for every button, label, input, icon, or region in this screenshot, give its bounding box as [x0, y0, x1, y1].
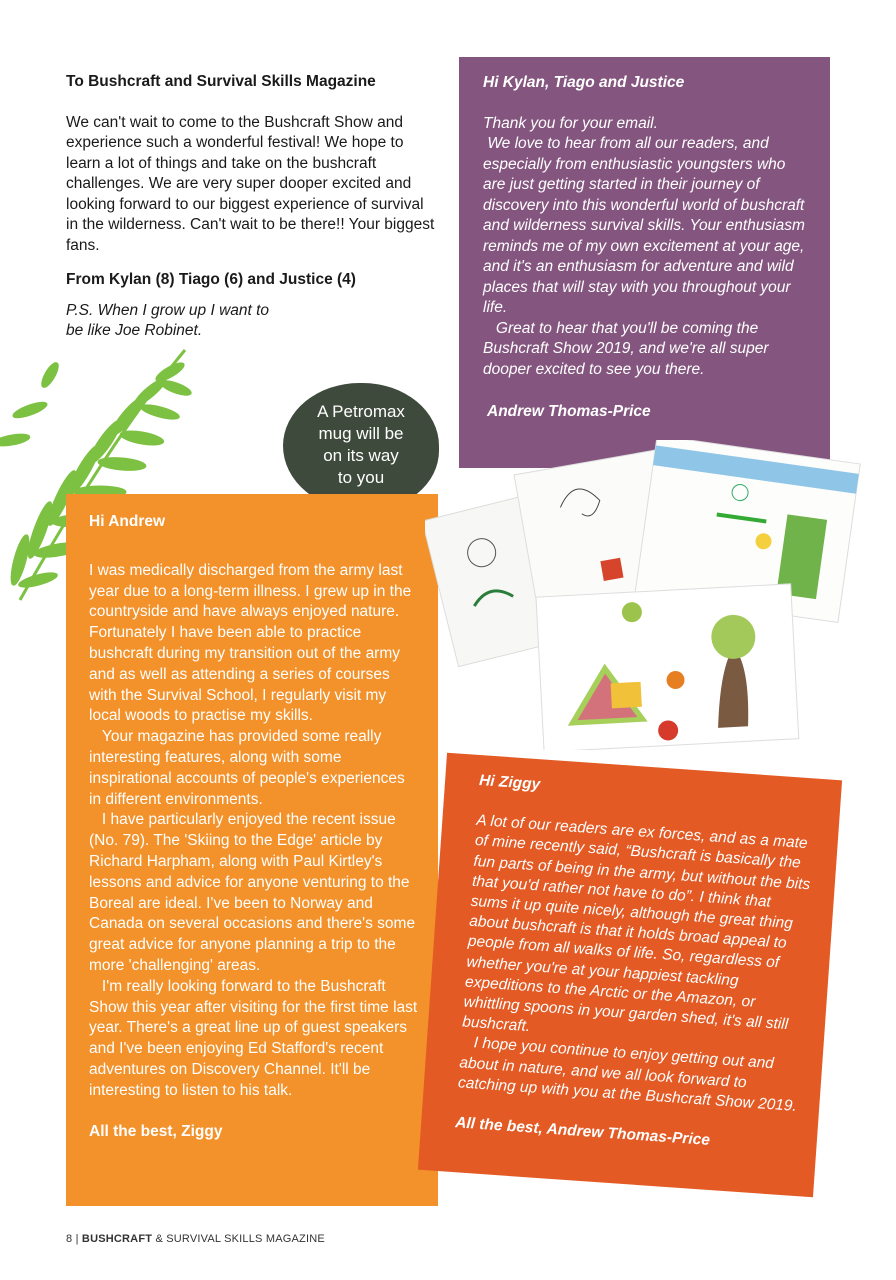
reply-paragraph: I hope you continue to enjoy getting out and about in nature, and we all look forward to catching up with you at the Bushcraft Show 2019.	[457, 1034, 798, 1115]
reply-paragraph: Great to hear that you'll be coming the Bushcraft Show 2019, and we're all super dooper excited to see you there.	[483, 319, 769, 378]
childrens-drawings-photo	[425, 440, 865, 750]
page-footer	[66, 1233, 325, 1245]
badge-line: A Petromax	[317, 402, 405, 421]
editor-reply-ziggy	[418, 753, 842, 1198]
reader-letter-kids	[66, 72, 438, 342]
footer-separator: |	[75, 1233, 79, 1245]
reply-paragraph: A lot of our readers are ex forces, and as a mate of mine recently said, “Bushcraft is basically the fun parts of being in the army, but without the bits that you'd rather not have to do”. I think that sums it up quite nicely, although the great thing about bushcraft is that it holds broad appeal to people from all walks of life. So, regardless of whether you're at your happiest tackling expeditions to the Arctic or the Amazon, or whittling spoons in your garden shed, it's all still bushcraft.	[461, 812, 811, 1036]
letter-postscript: P.S. When I grow up I want to be like Joe Robinet.	[66, 301, 270, 339]
badge-line: to you	[337, 468, 385, 487]
page-number: 8	[66, 1233, 73, 1245]
letter-paragraph: I have particularly enjoyed the recent issue (No. 79). The 'Skiing to the Edge' article by Richard Harpham, along with Paul Kirtley's lessons and advice for anyone venturing to the Boreal are ideal. I've been to Norway and Canada on several occasions and there's some great advice for anyone planning a trip to the more 'challenging' areas.	[89, 811, 416, 974]
magazine-name: & SURVIVAL SKILLS MAGAZINE	[155, 1233, 325, 1245]
badge-line: on its way	[323, 446, 399, 465]
reply-greeting: Hi Ziggy	[478, 772, 541, 794]
reply-paragraph: Thank you for your email.	[483, 114, 658, 132]
letter-paragraph: Your magazine has provided some really interesting features, along with some inspirational accounts of people's experiences in different environments.	[89, 728, 405, 808]
letter-sender: From Kylan (8) Tiago (6) and Justice (4)	[66, 271, 356, 288]
letter-body: We can't wait to come to the Bushcraft Show and experience such a wonderful festival! We hope to learn a lot of things and take on the bushcraft challenges. We are very super dooper excited and looking forward to our biggest experience of survival in the wilderness. Can't wait to be there!! Your biggest fans.	[66, 113, 435, 254]
reader-letter-ziggy	[66, 494, 438, 1206]
badge-line: mug will be	[318, 424, 404, 443]
reply-signature: All the best, Andrew Thomas-Price	[454, 1114, 711, 1150]
letter-paragraph: I'm really looking forward to the Bushcraft Show this year after visiting for the first time last year. There's a great line up of guest speakers and I've been enjoying Ed Stafford's recent adventures on Discovery Channel. It'll be interesting to listen to his talk.	[89, 977, 418, 1099]
reply-greeting: Hi Kylan, Tiago and Justice	[483, 74, 685, 91]
reply-paragraph: We love to hear from all our readers, and especially from enthusiastic youngsters who are just getting started in their journey of discovery into this wonderful world of bushcraft and wilderness survival skills. Your enthusiasm reminds me of my own excitement at your age, and it's an enthusiasm for adventure and wild places that will stay with you throughout your life.	[483, 135, 805, 316]
editor-reply-kids	[459, 57, 830, 468]
magazine-brand: BUSHCRAFT	[81, 1233, 153, 1245]
letter-paragraph: I was medically discharged from the army last year due to a long-term illness. I grew up in the countryside and have always enjoyed nature. Fortunately I have been able to practice bushcraft during my transition out of the army and as well as attending a series of courses with the Survival School, I regularly visit my local woods to practise my skills.	[89, 561, 412, 725]
reply-signature: Andrew Thomas-Price	[487, 403, 651, 420]
prize-badge	[283, 383, 439, 511]
letter-recipient: To Bushcraft and Survival Skills Magazine	[66, 73, 376, 90]
drawing-sheet	[536, 584, 799, 750]
letter-signature: All the best, Ziggy	[89, 1122, 223, 1140]
letter-greeting: Hi Andrew	[89, 513, 166, 530]
